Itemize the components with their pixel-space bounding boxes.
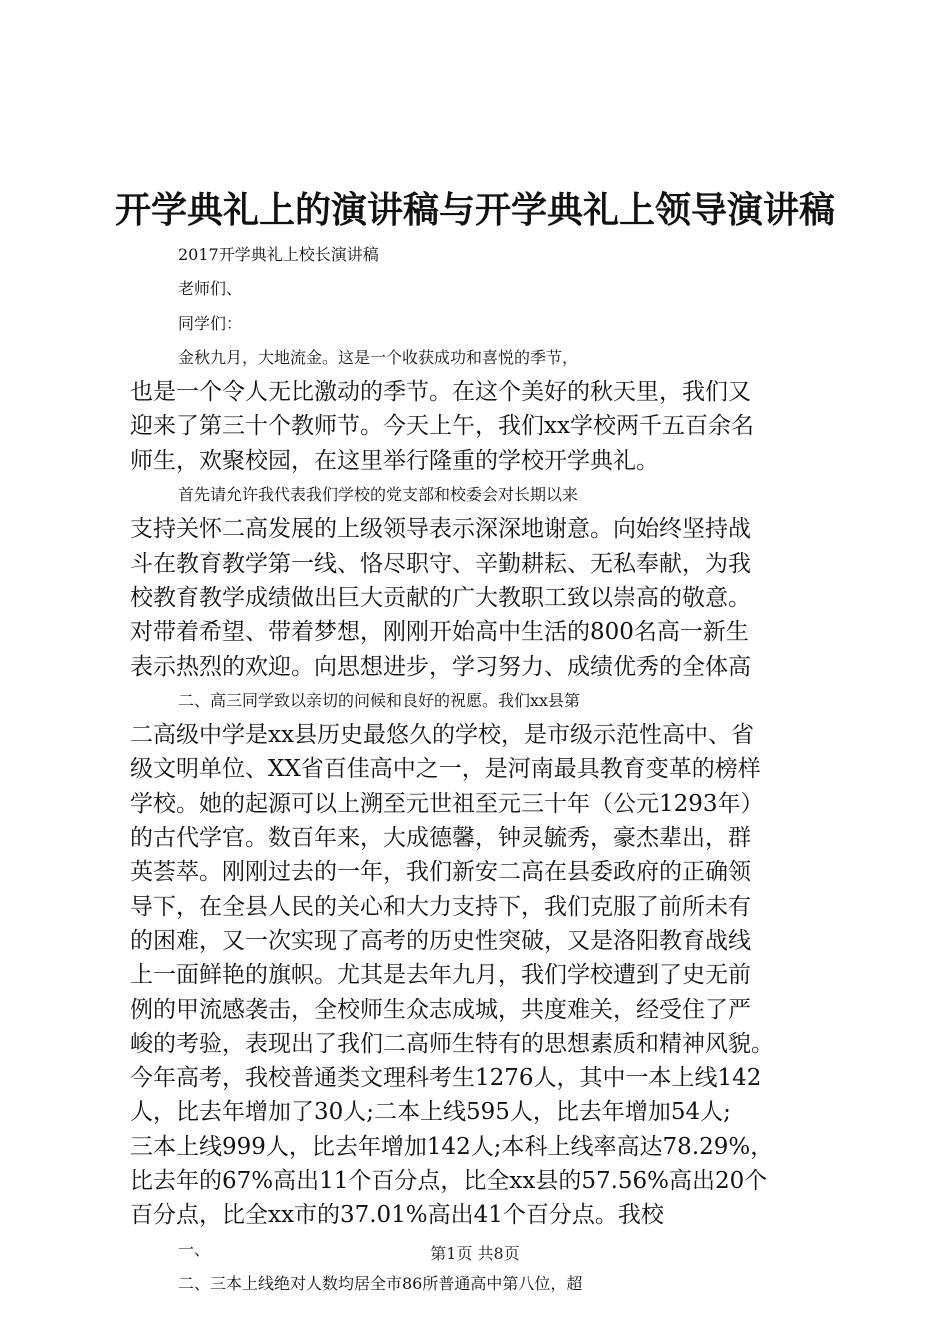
text-line: 支持关怀二高发展的上级领导表示深深地谢意。向始终坚持战 [130, 516, 751, 543]
text-line: 斗在教育教学第一线、恪尽职守、辛勤耕耘、无私奉献，为我 [130, 550, 751, 577]
document-title-text: 开学典礼上的演讲稿与开学典礼上领导演讲稿 [114, 189, 835, 231]
text-line: 的困难，又一次实现了高考的历史性突破，又是洛阳教育战线 [130, 927, 751, 954]
text-line: 比去年的67%高出11个百分点，比全xx县的57.56%高出20个 [130, 1168, 768, 1195]
text-line: 一、 [178, 1239, 211, 1259]
text-line: 师生，欢聚校园，在这里举行隆重的学校开学典礼。 [130, 447, 659, 474]
text-line: 的古代学官。数百年来，大成德馨，钟灵毓秀，豪杰辈出，群 [130, 825, 751, 852]
text-line: 2017开学典礼上校长演讲稿 [178, 245, 379, 264]
document-body [130, 238, 830, 1301]
text-line: 上一面鲜艳的旗帜。尤其是去年九月，我们学校遭到了史无前 [130, 962, 751, 989]
text-line: 同学们： [178, 313, 243, 333]
text-line: 百分点，比全xx市的37.01%高出41个百分点。我校 [130, 1202, 664, 1229]
text-line: 例的甲流感袭击，全校师生众志成城，共度难关，经受住了严 [130, 996, 751, 1023]
text-line: 首先请允许我代表我们学校的党支部和校委会对长期以来 [178, 485, 579, 505]
text-line: 也是一个令人无比激动的季节。在这个美好的秋天里，我们又 [130, 379, 751, 406]
text-line: 表示热烈的欢迎。向思想进步，学习努力、成绩优秀的全体高 [130, 653, 751, 680]
text-line: 金秋九月，大地流金。这是一个收获成功和喜悦的季节， [178, 347, 579, 367]
text-line: 二、三本上线绝对人数均居全市86所普通高中第八位，超 [178, 1273, 583, 1293]
text-line: 校教育教学成绩做出巨大贡献的广大教职工致以崇高的敬意。 [130, 584, 751, 611]
text-line: 人，比去年增加了30人;二本上线595人，比去年增加54人; [130, 1099, 731, 1126]
text-line: 二高级中学是xx县历史最悠久的学校，是市级示范性高中、省 [130, 722, 754, 749]
document-title [0, 186, 950, 234]
text-line: 峻的考验，表现出了我们二高师生特有的思想素质和精神风貌。 [130, 1030, 774, 1057]
text-line: 迎来了第三十个教师节。今天上午，我们xx学校两千五百余名 [130, 413, 754, 440]
text-line: 对带着希望、带着梦想，刚刚开始高中生活的800名高一新生 [130, 619, 749, 646]
text-line: 导下，在全县人民的关心和大力支持下，我们克服了前所未有 [130, 893, 751, 920]
text-line: 级文明单位、XX省百佳高中之一，是河南最具教育变革的榜样 [130, 756, 761, 783]
text-line: 老师们、 [178, 279, 243, 299]
text-line: 学校。她的起源可以上溯至元世祖至元三十年（公元1293年） [130, 790, 764, 817]
text-line: 三本上线999人，比去年增加142人;本科上线率高达78.29%， [130, 1133, 774, 1160]
text-line: 二、高三同学致以亲切的问候和良好的祝愿。我们xx县第 [178, 690, 581, 710]
text-line: 今年高考，我校普通类文理科考生1276人，其中一本上线142 [130, 1065, 762, 1092]
page-number: 第1页 共8页 [430, 1244, 520, 1263]
text-line: 英荟萃。刚刚过去的一年，我们新安二高在县委政府的正确领 [130, 859, 751, 886]
